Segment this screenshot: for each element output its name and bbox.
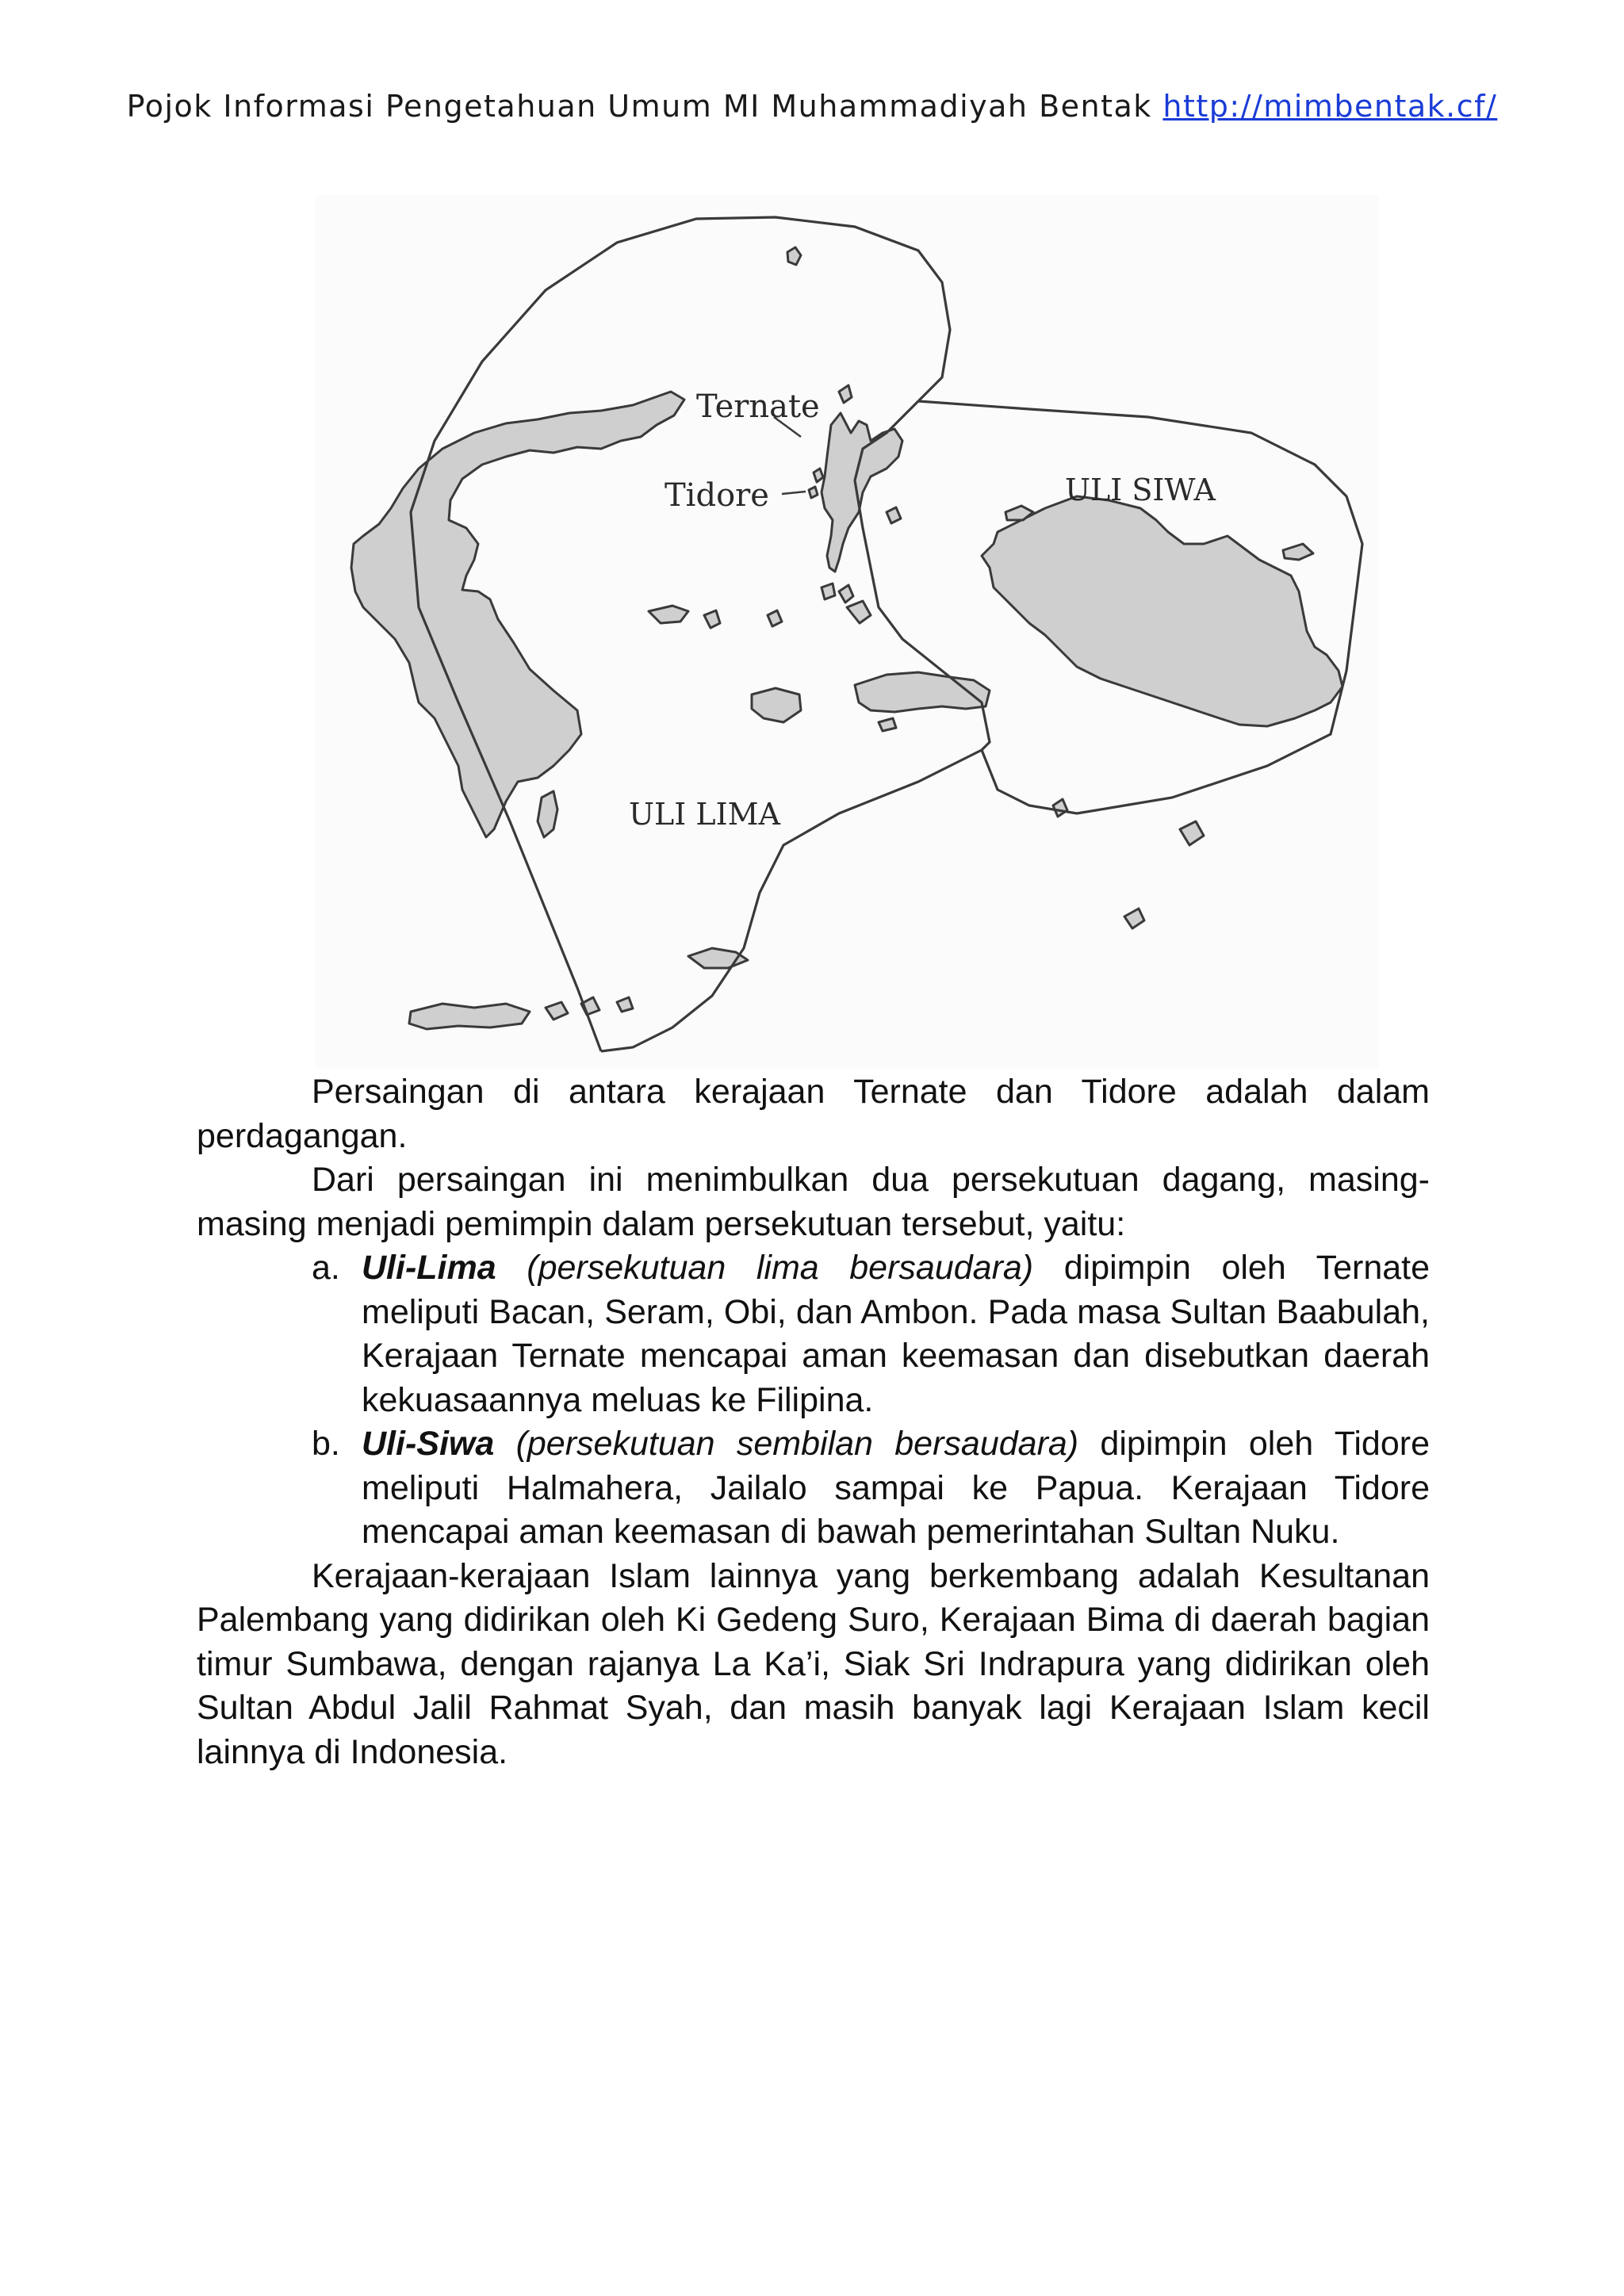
- island-aru: [1180, 821, 1204, 845]
- island-small-c1: [887, 507, 901, 523]
- header-link[interactable]: http://mimbentak.cf/: [1162, 89, 1498, 124]
- map-svg: [316, 195, 1378, 1069]
- list-item: [197, 1422, 1430, 1555]
- island-banggai: [847, 601, 871, 623]
- island-sulawesi: [351, 392, 684, 837]
- island-tidore: [809, 487, 818, 498]
- paragraph-1: Persaingan di antara kerajaan Ternate dan Tidore adalah dalam perdagangan.: [197, 1073, 1430, 1155]
- island-bacan: [822, 584, 835, 599]
- label-uli-siwa: ULI SIWA: [1065, 473, 1216, 507]
- island-papua: [982, 496, 1342, 726]
- article-body: [197, 1070, 1430, 1774]
- island-tanimbar: [1124, 909, 1144, 928]
- map-figure: [316, 195, 1378, 1069]
- island-sula-2: [704, 610, 720, 628]
- list-item: [197, 1246, 1430, 1422]
- island-ternate: [814, 469, 823, 482]
- paragraph-2: Dari persaingan ini menimbulkan dua persekutuan dagang, masing-masing menjadi pemimpin dalam persekutuan tersebut, yaitu:: [197, 1161, 1430, 1243]
- island-ambon: [879, 718, 896, 731]
- island-small-s3: [617, 997, 633, 1012]
- list-paren: (persekutuan sembilan bersaudara): [515, 1425, 1079, 1463]
- header-text: Pojok Informasi Pengetahuan Umum MI Muhammadiyah Bentak: [126, 89, 1163, 124]
- island-obi-1: [839, 585, 853, 603]
- tidore-pointer: [782, 492, 806, 494]
- page-header: [0, 89, 1624, 124]
- island-buru: [752, 688, 801, 722]
- paragraph-3: Kerajaan-kerajaan Islam lainnya yang berkembang adalah Kesultanan Palembang yang didirikan oleh Ki Gedeng Suro, Kerajaan Bima di daerah bagian timur Sumbawa, dengan rajanya La Ka’i, Siak Sri Indrapura yang didirikan oleh Sultan Abdul Jalil Rahmat Syah, dan masih banyak lagi Kerajaan Islam kecil lainnya di Indonesia.: [197, 1556, 1430, 1771]
- island-small-north: [787, 247, 801, 265]
- island-biak: [1283, 544, 1313, 560]
- boundary-uli-lima-lower: [601, 750, 982, 1051]
- list-term: Uli-Siwa: [362, 1425, 495, 1463]
- island-flores: [409, 1004, 530, 1029]
- list-marker: b.: [312, 1425, 340, 1463]
- island-small-s1: [546, 1002, 568, 1020]
- island-halmahera: [822, 413, 902, 572]
- island-kei: [1053, 799, 1067, 817]
- list-paren: (persekutuan lima bersaudara): [527, 1249, 1034, 1287]
- island-morotai: [839, 385, 852, 403]
- list-text: dipimpin oleh Tidore meliputi Halmahera, Jailalo sampai ke Papua. Kerajaan Tidore mencapai aman keemasan di bawah pemerintahan Sultan Nuku.: [362, 1425, 1430, 1551]
- island-buton: [538, 791, 557, 837]
- island-sula: [649, 606, 688, 623]
- list-text: dipimpin oleh Ternate meliputi Bacan, Seram, Obi, dan Ambon. Pada masa Sultan Baabulah, Kerajaan Ternate mencapai aman keemasan dan disebutkan daerah kekuasaannya meluas ke Filipina.: [362, 1249, 1431, 1419]
- list-marker: a.: [312, 1249, 340, 1287]
- alliance-list: [197, 1246, 1430, 1555]
- island-small-c2: [768, 610, 782, 626]
- label-tidore: Tidore: [665, 477, 769, 514]
- list-term: Uli-Lima: [362, 1249, 496, 1287]
- label-ternate: Ternate: [696, 388, 820, 425]
- island-timor: [688, 948, 748, 968]
- label-uli-lima: ULI LIMA: [629, 797, 780, 832]
